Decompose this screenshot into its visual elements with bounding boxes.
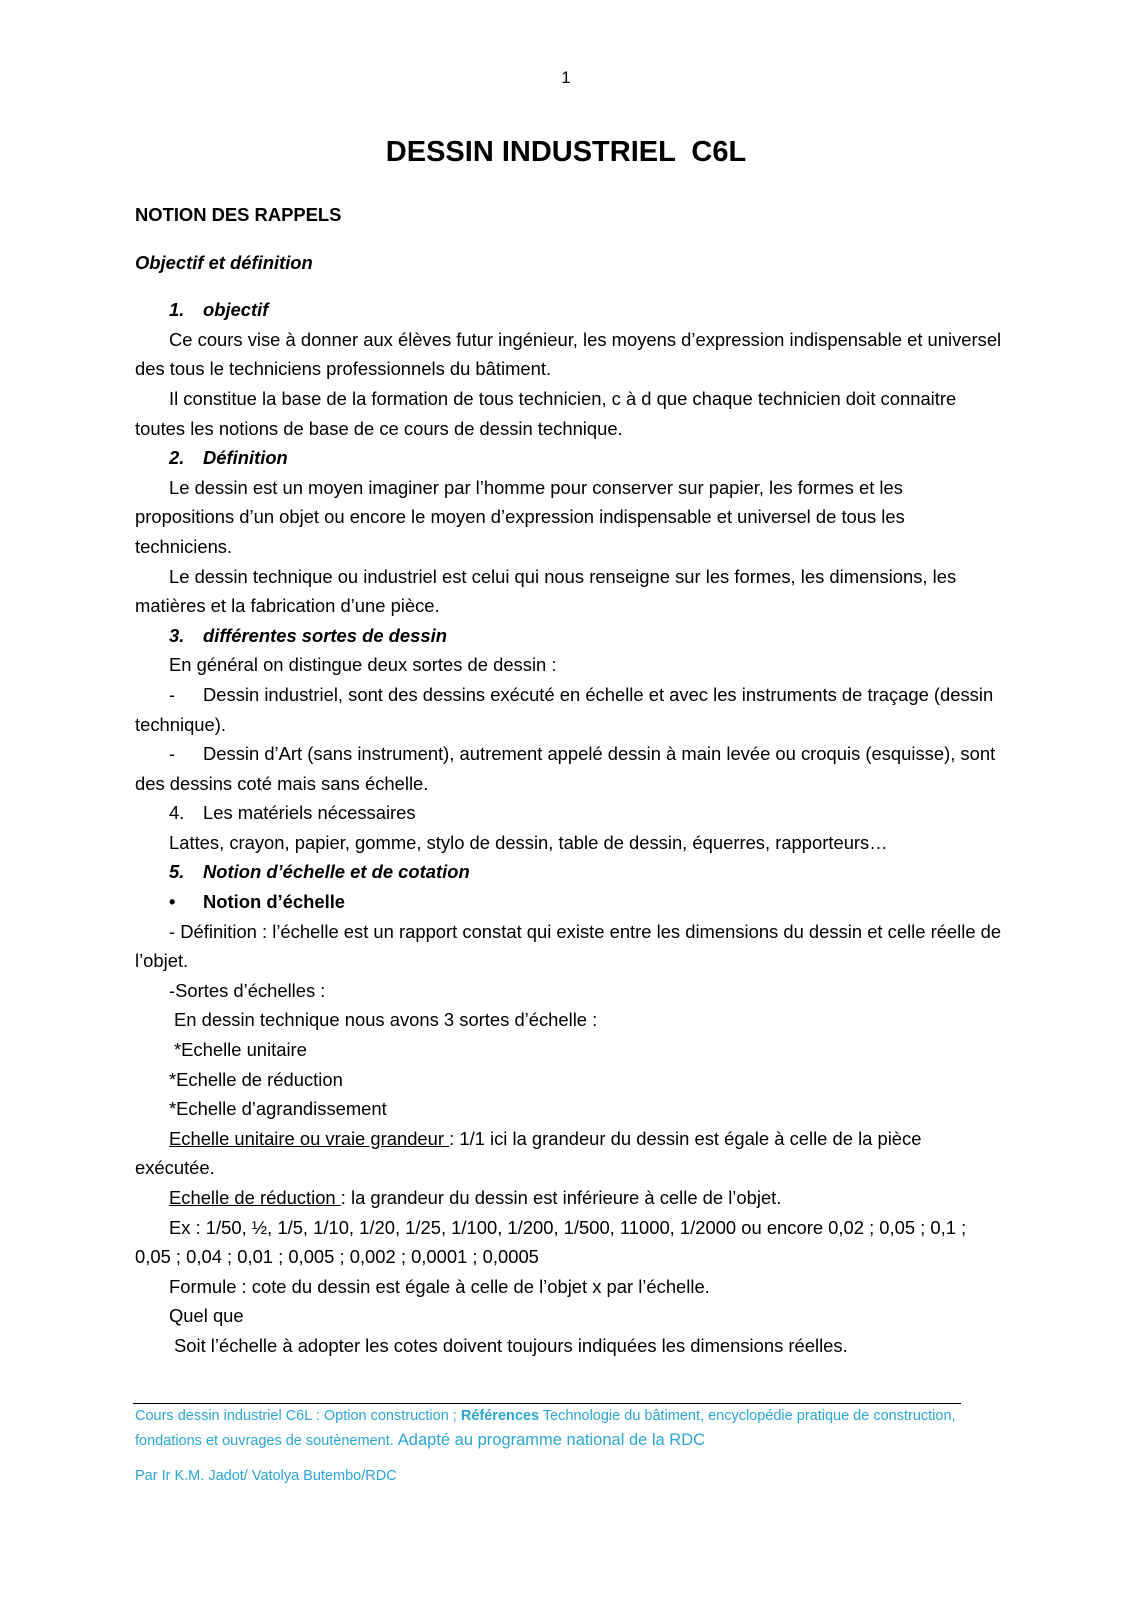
footer-adapted: Adapté au programme national de la RDC (397, 1431, 706, 1449)
bullet-item (135, 887, 1005, 917)
list-item-text: Dessin industriel, sont des dessins exécuté en échelle et avec les instruments de traçage (dessin technique). (135, 683, 994, 735)
dash-marker: - (169, 683, 176, 705)
paragraph: Le dessin technique ou industriel est celui qui nous renseigne sur les formes, les dimensions, les matières et la fabrication d’une pièce. (135, 565, 957, 617)
heading-text: Définition (203, 447, 288, 469)
heading-materiels (135, 798, 1005, 828)
paragraph: - Définition : l’échelle est un rapport constat qui existe entre les dimensions du dessin et celle réelle de l’objet. (135, 920, 1002, 972)
paragraph: En dessin technique nous avons 3 sortes d’échelle : (174, 1009, 598, 1031)
paragraph: Formule : cote du dessin est égale à celle de l’objet x par l’échelle. (169, 1275, 710, 1297)
heading-text: objectif (203, 299, 269, 321)
heading-sortes-de-dessin (135, 621, 1005, 651)
list-item-text: Dessin d’Art (sans instrument), autrement appelé dessin à main levée ou croquis (esquisse), sont des dessins coté mais sans échelle. (135, 743, 996, 794)
paragraph: Lattes, crayon, papier, gomme, stylo de dessin, table de dessin, équerres, rapporteurs… (169, 831, 888, 853)
footer-references-label: Références (460, 1408, 540, 1424)
page-number: 1 (561, 68, 571, 87)
footer-references: Technologie du bâtiment, encyclopédie pratique de construction, fondations et ouvrages de soutènement. (135, 1408, 956, 1449)
heading-number: 5. (169, 861, 185, 883)
list-item (135, 680, 1005, 739)
paragraph (135, 1183, 1005, 1213)
heading-number: 2. (169, 447, 185, 469)
heading-objectif (135, 295, 1005, 325)
footer-course: Cours dessin industriel C6L : Option construction ; (135, 1408, 461, 1424)
paragraph: Quel que (169, 1305, 244, 1327)
paragraph: -Sortes d’échelles : (169, 979, 326, 1001)
dash-marker: - (169, 743, 176, 765)
underlined-term: Echelle unitaire ou vraie grandeur (169, 1127, 450, 1149)
document-body (135, 200, 1005, 1361)
paragraph: Ce cours vise à donner aux élèves futur ingénieur, les moyens d’expression indispensable et universel des tous le techniciens professionnels du bâtiment. (135, 328, 1002, 380)
heading-text: Notion d’échelle et de cotation (203, 861, 470, 883)
footer-text (135, 1404, 965, 1453)
list-item: *Echelle de réduction (169, 1068, 343, 1090)
paragraph: Ex : 1/50, ½, 1/5, 1/10, 1/20, 1/25, 1/100, 1/200, 1/500, 11000, 1/2000 ou encore 0,02 ; 0,05 ; 0,1 ; 0,05 ; 0,04 ; 0,01 ; 0,005 ; 0,002 ; 0,0001 ; 0,0005 (135, 1216, 967, 1268)
heading-number: 1. (169, 299, 185, 321)
section-title: NOTION DES RAPPELS (135, 204, 342, 225)
bullet-icon: • (169, 891, 176, 913)
term-text: : la grandeur du dessin est inférieure à celle de l’objet. (340, 1187, 782, 1208)
list-item: *Echelle d’agrandissement (169, 1098, 387, 1120)
heading-echelle-cotation (135, 857, 1005, 887)
subtitle: Objectif et définition (135, 251, 313, 273)
heading-number: 4. (169, 802, 185, 824)
bullet-text: Notion d’échelle (203, 891, 346, 913)
underlined-term: Echelle de réduction (169, 1187, 341, 1208)
footer-author: Par Ir K.M. Jadot/ Vatolya Butembo/RDC (135, 1468, 397, 1484)
paragraph (135, 1124, 1005, 1183)
heading-text: différentes sortes de dessin (203, 624, 447, 646)
list-item: *Echelle unitaire (174, 1039, 307, 1061)
paragraph: En général on distingue deux sortes de dessin : (169, 654, 557, 676)
list-item (135, 739, 1005, 798)
document-title: DESSIN INDUSTRIEL C6L (385, 136, 747, 168)
paragraph: Le dessin est un moyen imaginer par l’homme pour conserver sur papier, les formes et les propositions d’un objet ou encore le moyen d’expression indispensable et universel de tous les techniciens. (135, 476, 905, 557)
heading-definition (135, 443, 1005, 473)
paragraph: Il constitue la base de la formation de tous technicien, c à d que chaque technicien doit connaitre toutes les notions de base de ce cours de dessin technique. (135, 387, 957, 439)
heading-number: 3. (169, 624, 185, 646)
heading-text: Les matériels nécessaires (203, 802, 416, 824)
term-text: : 1/1 ici la grandeur du dessin est égale à celle de la pièce exécutée. (135, 1127, 922, 1179)
paragraph: Soit l’échelle à adopter les cotes doivent toujours indiquées les dimensions réelles. (174, 1334, 848, 1356)
